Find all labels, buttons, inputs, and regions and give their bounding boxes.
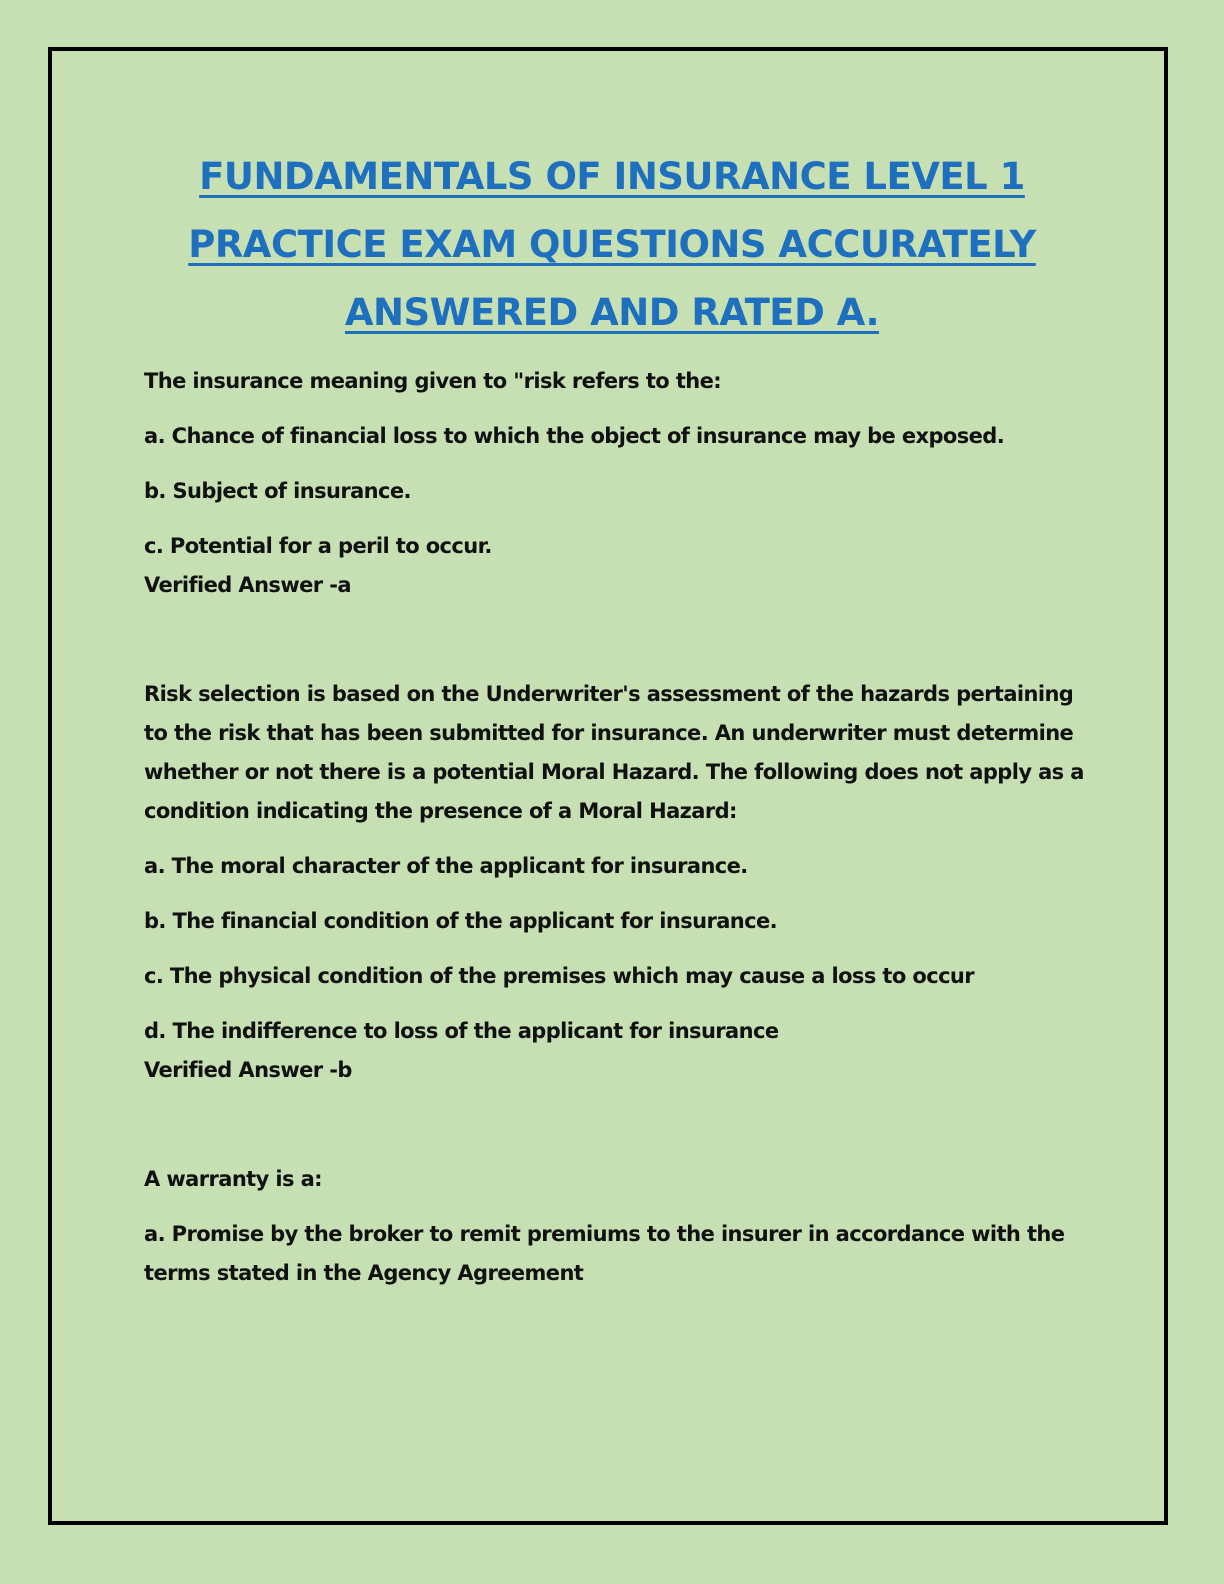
option-c: c. Potential for a peril to occur.: [144, 534, 492, 558]
option-c: c. The physical condition of the premises which may cause a loss to occur: [144, 964, 975, 988]
title-line-1: FUNDAMENTALS OF INSURANCE LEVEL 1: [199, 155, 1025, 198]
document-body: [144, 362, 1094, 1309]
question-gap: [144, 1090, 1094, 1160]
option-b: b. The financial condition of the applicant for insurance.: [144, 909, 778, 933]
title-line-2: PRACTICE EXAM QUESTIONS ACCURATELY: [188, 223, 1036, 266]
question-stem: The insurance meaning given to "risk refers to the:: [144, 369, 722, 393]
question-stem: A warranty is a:: [144, 1167, 322, 1191]
document-title: [100, 143, 1124, 347]
question-2: [144, 675, 1094, 1090]
option-a: a. Promise by the broker to remit premiums to the insurer in accordance with the terms stated in the Agency Agreement: [144, 1222, 1065, 1285]
option-d: d. The indifference to loss of the applicant for insurance: [144, 1019, 779, 1043]
question-3: [144, 1160, 1094, 1293]
question-stem: Risk selection is based on the Underwriter's assessment of the hazards pertaining to the risk that has been submitted for insurance. An underwriter must determine whether or not there is a potential Moral Hazard. The following does not apply as a condition indicating the presence of a Moral Hazard:: [144, 682, 1084, 823]
title-line-3: ANSWERED AND RATED A.: [344, 291, 880, 334]
option-a: a. Chance of financial loss to which the object of insurance may be exposed.: [144, 424, 1005, 448]
verified-answer: Verified Answer -a: [144, 573, 351, 597]
verified-answer: Verified Answer -b: [144, 1058, 352, 1082]
question-gap: [144, 605, 1094, 675]
question-1: [144, 362, 1094, 605]
option-b: b. Subject of insurance.: [144, 479, 411, 503]
option-a: a. The moral character of the applicant for insurance.: [144, 854, 748, 878]
